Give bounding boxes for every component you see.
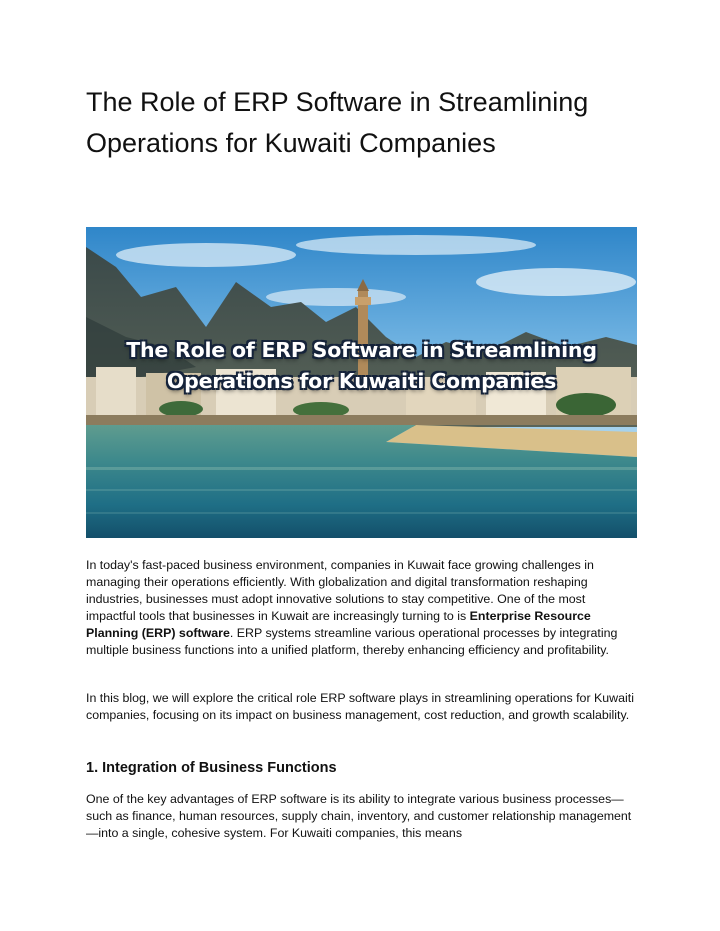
hero-caption bbox=[86, 335, 637, 397]
section-paragraph: One of the key advantages of ERP software is its ability to integrate various business processes—such as finance, human resources, supply chain, inventory, and customer relationship management—into a single, cohesive system. For Kuwaiti companies, this means bbox=[86, 792, 632, 840]
hero-caption-line: Operations for Kuwaiti Companies bbox=[166, 369, 557, 393]
hero-caption-line: The Role of ERP Software in Streamlining bbox=[126, 338, 597, 362]
hero-image bbox=[86, 227, 637, 538]
intro-bold-term: Enterprise Resource Planning (ERP) software bbox=[86, 609, 591, 640]
body-paragraph: In this blog, we will explore the critical role ERP software plays in streamlining operations for Kuwaiti companies, focusing on its impact on business management, cost reduction, and growth scalability. bbox=[86, 691, 634, 722]
intro-text: In today's fast-paced business environment, companies in Kuwait face growing challenges in managing their operations efficiently. With globalization and digital transformation reshaping industries, businesses must adopt innovative solutions to stay competitive. One of the most impactful tools that businesses in Kuwait are increasingly turning to is bbox=[86, 558, 594, 623]
intro-paragraph bbox=[86, 557, 638, 659]
section-heading: 1. Integration of Business Functions bbox=[86, 760, 337, 776]
article-title: The Role of ERP Software in Streamlining Operations for Kuwaiti Companies bbox=[86, 87, 589, 158]
intro-text: . ERP systems streamline various operational processes by integrating multiple business functions into a unified platform, thereby enhancing efficiency and profitability. bbox=[86, 626, 618, 657]
